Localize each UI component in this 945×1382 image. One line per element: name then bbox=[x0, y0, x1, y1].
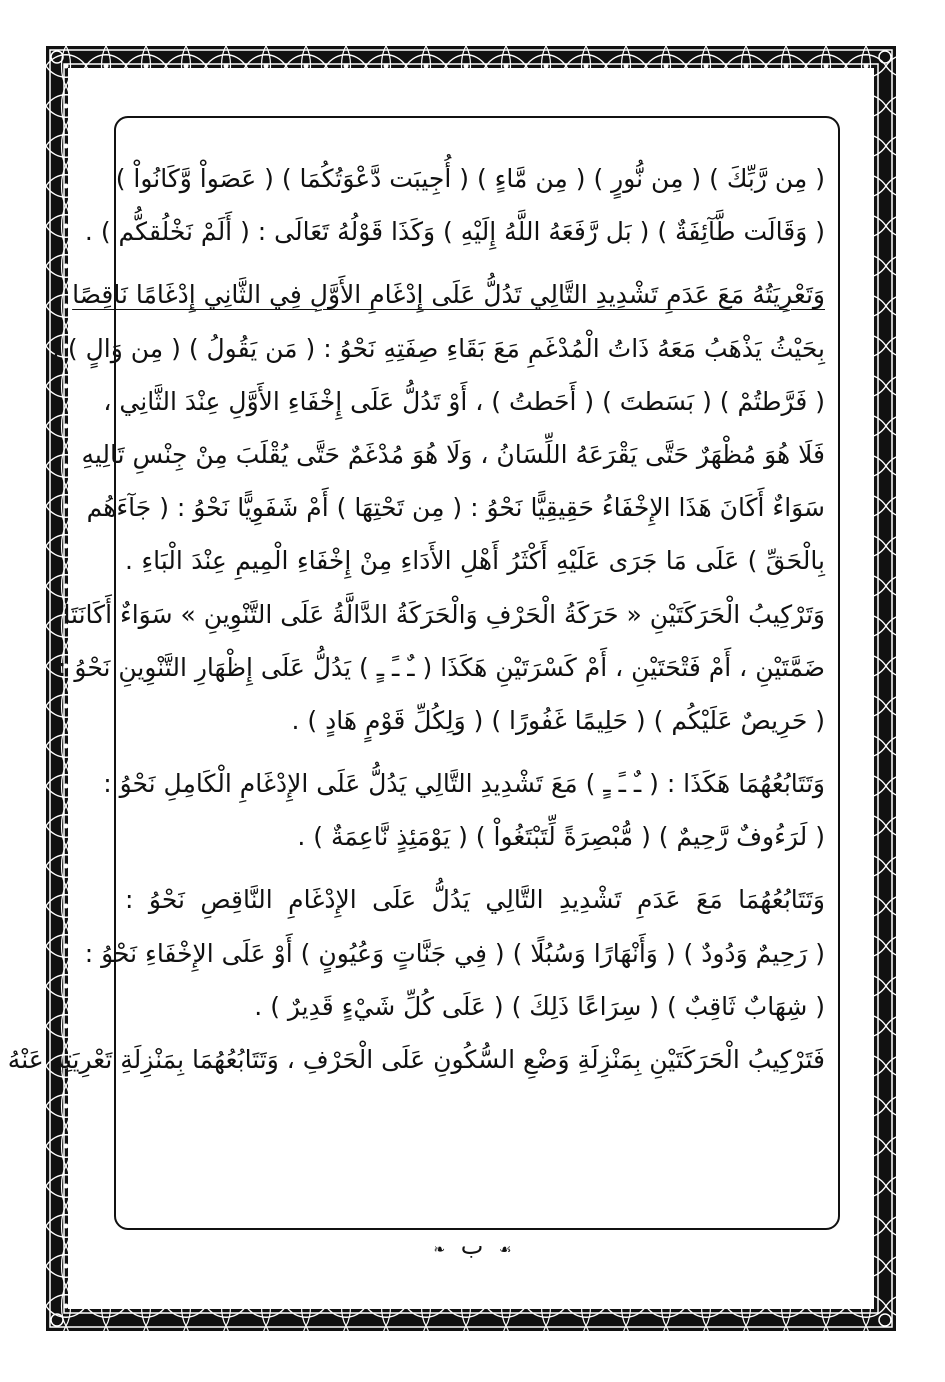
text-line: وَتَعْرِيَتُهُ مَعَ عَدَمِ تَشْدِيدِ التَّالِي تَدُلُّ عَلَى إِدْغَامِ الأَوَّلِ فِي الثَّانِي إِدْغَامًا نَاقِصًا bbox=[72, 280, 825, 310]
text-line: ( وَقَالَت طَّآئِفَةٌ ) ( بَل رَّفَعَهُ اللَّهُ إِلَيْهِ ) وَكَذَا قَوْلُهُ تَعَالَى : ( أَلَمْ نَخْلُقكُّم ) . bbox=[84, 217, 825, 247]
text-line: ( حَرِيصٌ عَلَيْكُم ) ( حَلِيمًا غَفُورًا ) ( وَلِكُلِّ قَوْمٍ هَادٍ ) . bbox=[291, 705, 825, 735]
text-line: سَوَاءٌ أَكَانَ هَذَا الإِخْفَاءُ حَقِيقِيًّا نَحْوُ : ( مِن تَحْتِهَا ) أَمْ شَفَوِيًّا نَحْوُ : ( جَآءَهُم bbox=[86, 493, 825, 523]
text-line: ( شِهَابٌ ثَاقِبٌ ) ( سِرَاعًا ذَلِكَ ) ( عَلَى كُلِّ شَيْءٍ قَدِيرٌ ) . bbox=[254, 991, 825, 1021]
ornament-icon: ☙ bbox=[499, 1242, 512, 1258]
text-line: وَتَتَابُعُهُمَا مَعَ عَدَمِ تَشْدِيدِ التَّالِي يَدُلُّ عَلَى الإِدْغَامِ النَّاقِصِ نَحْوُ : bbox=[125, 885, 825, 915]
text-line: وَتَتَابُعُهُمَا هَكَذَا : ( ـٌ ـً ـٍ ) مَعَ تَشْدِيدِ التَّالِي يَدُلُّ عَلَى الإِدْغَامِ الْكَامِلِ نَحْوُ : bbox=[103, 769, 825, 799]
text-line: وَتَرْكِيبُ الْحَرَكَتَيْنِ « حَرَكَةُ الْحَرْفِ وَالْحَرَكَةُ الدَّالَّةُ عَلَى التَّنْوِينِ » سَوَاءٌ أَكَانَتَا bbox=[63, 599, 825, 629]
text-line: ( فَرَّطتُمْ ) ( بَسَطتَ ) ( أَحَطتُ ) ، أَوْ تَدُلُّ عَلَى إِخْفَاءِ الأَوَّلِ عِنْدَ الثَّانِي ، bbox=[103, 386, 825, 416]
text-line: ( لَرَءُوفٌ رَّحِيمٌ ) ( مُّبْصِرَةً لِّتَبْتَغُواْ ) ( يَوْمَئِذٍ نَّاعِمَةٌ ) . bbox=[297, 822, 825, 852]
ornament-icon: ❧ bbox=[433, 1242, 446, 1258]
text-line: بِحَيْثُ يَذْهَبُ مَعَهُ ذَاتُ الْمُدْغَمِ مَعَ بَقَاءِ صِفَتِهِ نَحْوُ : ( مَن يَقُولُ ) ( مِن وَالٍ ) ، bbox=[51, 333, 825, 363]
text-line: ضَمَّتَيْنِ ، أَمْ فَتْحَتَيْنِ ، أَمْ كَسْرَتَيْنِ هَكَذَا ( ـٌ ـً ـٍ ) يَدُلُّ عَلَى إِظْهَارِ التَّنْوِينِ نَحْوُ : bbox=[58, 652, 825, 682]
page-number-label: ب bbox=[460, 1232, 484, 1260]
text-line: فَلَا هُوَ مُظْهَرٌ حَتَّى يَقْرَعَهُ اللِّسَانُ ، وَلَا هُوَ مُدْغَمٌ حَتَّى يُقْلَبَ مِنْ جِنْسِ تَالِيهِ bbox=[81, 439, 825, 469]
text-line: فَتَرْكِيبُ الْحَرَكَتَيْنِ بِمَنْزِلَةِ وَضْعِ السُّكُونِ عَلَى الْحَرْفِ ، وَتَتَابُعُهُمَا بِمَنْزِلَةِ تَعْرِيَتِهِ عَنْهُ bbox=[7, 1045, 825, 1074]
page-number bbox=[0, 1232, 945, 1260]
text-line: بِالْحَقِّ ) عَلَى مَا جَرَى عَلَيْهِ أَكْثَرُ أَهْلِ الأَدَاءِ مِنْ إِخْفَاءِ الْمِيمِ عِنْدَ الْبَاءِ . bbox=[125, 546, 825, 576]
text-line: ( رَحِيمٌ وَدُودٌ ) ( وَأَنْهَارًا وَسُبُلًا ) ( فِي جَنَّاتٍ وَعُيُونٍ ) أَوْ عَلَى الإِخْفَاءِ نَحْوُ : bbox=[84, 938, 825, 968]
text-line: ( مِن رَّبِّكَ ) ( مِن نُّورٍ ) ( مِن مَّاءٍ ) ( أُجِيبَت دَّعْوَتُكُمَا ) ( عَصَواْ وَّكَانُواْ ) bbox=[115, 164, 825, 193]
text-body bbox=[7, 152, 825, 1086]
